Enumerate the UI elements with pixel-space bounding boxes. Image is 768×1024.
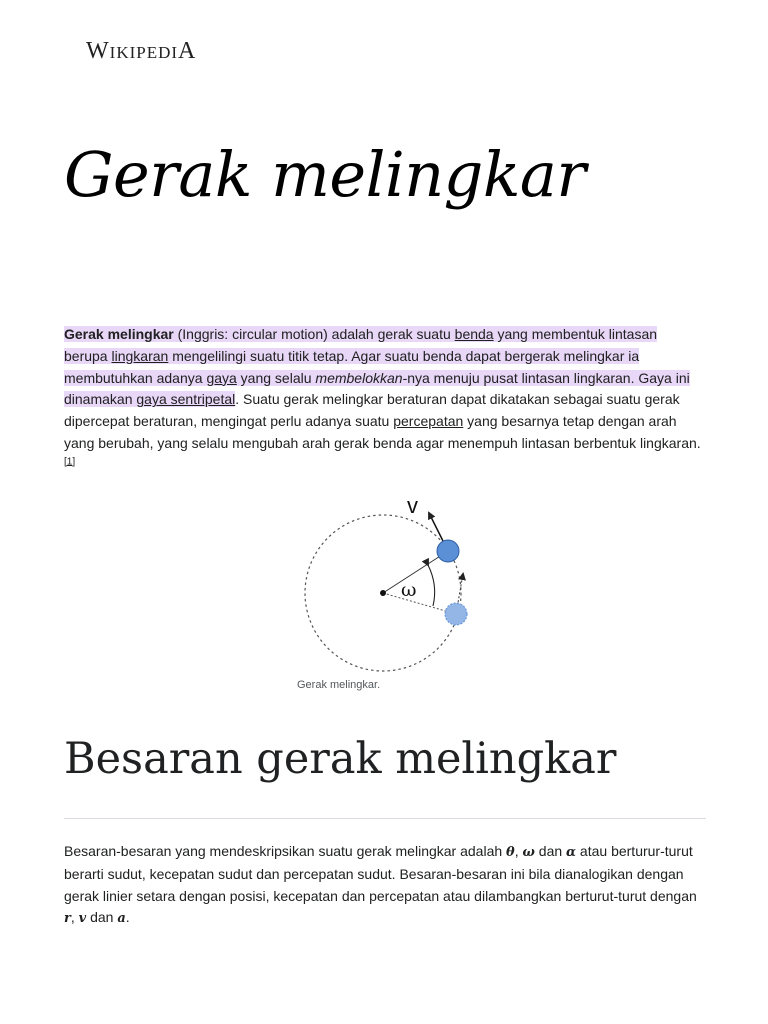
wikipedia-logo[interactable] (86, 38, 196, 65)
text-segment: , (514, 843, 523, 859)
text-segment: yang membentuk lintasan berupa (64, 326, 658, 364)
emphasis-membelokkan: membelokkan (315, 369, 403, 386)
reference-link[interactable]: [1] (64, 456, 76, 468)
text-segment: mengelilingi suatu titik tetap. Agar suatu benda dapat bergerak melingkar ia membutuhkan adanya (64, 347, 640, 386)
math-omega: ω (522, 845, 535, 860)
link-percepatan[interactable]: percepatan (393, 413, 464, 430)
logo-first-letter: W (86, 38, 110, 64)
angle-arc (428, 565, 435, 606)
center-point (380, 590, 386, 596)
omega-label: ω (401, 579, 417, 601)
link-lingkaran[interactable]: lingkaran (111, 347, 169, 364)
bold-term: Gerak melingkar (64, 326, 174, 342)
circular-motion-figure (290, 495, 480, 675)
intro-paragraph (64, 324, 704, 477)
logo-last-letter: A (178, 38, 197, 64)
section-heading: Besaran gerak melingkar (64, 734, 617, 784)
circular-motion-diagram (290, 495, 480, 675)
ball-faded (445, 603, 467, 625)
page-title: Gerak melingkar (64, 138, 586, 211)
ball-main (437, 540, 459, 562)
link-benda[interactable]: benda (454, 326, 494, 342)
math-theta: θ (506, 845, 515, 860)
link-gaya[interactable]: gaya (206, 369, 237, 386)
math-r: r (64, 911, 71, 927)
text-segment: . Suatu gerak melingkar beraturan dapat dikatakan sebagai suatu gerak dipercepat beraturan, mengingat perlu adanya suatu (64, 391, 680, 430)
text-segment: Besaran-besaran yang mendeskripsikan suatu gerak melingkar adalah (64, 843, 507, 859)
velocity-label: v (407, 495, 418, 518)
text-segment: , (70, 909, 79, 926)
text-segment: (Inggris: circular motion) adalah gerak suatu (173, 326, 455, 342)
text-segment: yang selalu (236, 369, 316, 386)
logo-middle-letters: IKIPEDI (109, 43, 179, 62)
link-gaya-sentripetal[interactable]: gaya sentripetal (136, 391, 236, 408)
text-segment: atau berturur-turut berarti sudut, kecepatan sudut dan percepatan sudut. Besaran-besaran ini bila dianalogikan dengan gerak linier setara dengan posisi, kecepatan dan percepatan atau dilambangkan berturut-turut dengan (64, 843, 697, 904)
text-segment: . (125, 909, 130, 926)
math-a: a (117, 911, 126, 927)
figure-caption: Gerak melingkar. (297, 679, 381, 691)
text-segment: yang besarnya tetap dengan arah yang berubah, yang selalu mengubah arah gerak benda agar menempuh lintasan berbentuk lingkaran. (64, 413, 701, 451)
text-segment: dan (534, 843, 567, 859)
text-segment: dan (86, 909, 118, 926)
section-paragraph (64, 841, 704, 930)
radius-line-faded (383, 593, 456, 614)
math-alpha: α (566, 845, 577, 860)
text-segment: -nya menuju pusat lintasan lingkaran. Gaya ini dinamakan (64, 369, 690, 408)
math-v: v (78, 911, 87, 927)
section-divider (64, 818, 706, 819)
